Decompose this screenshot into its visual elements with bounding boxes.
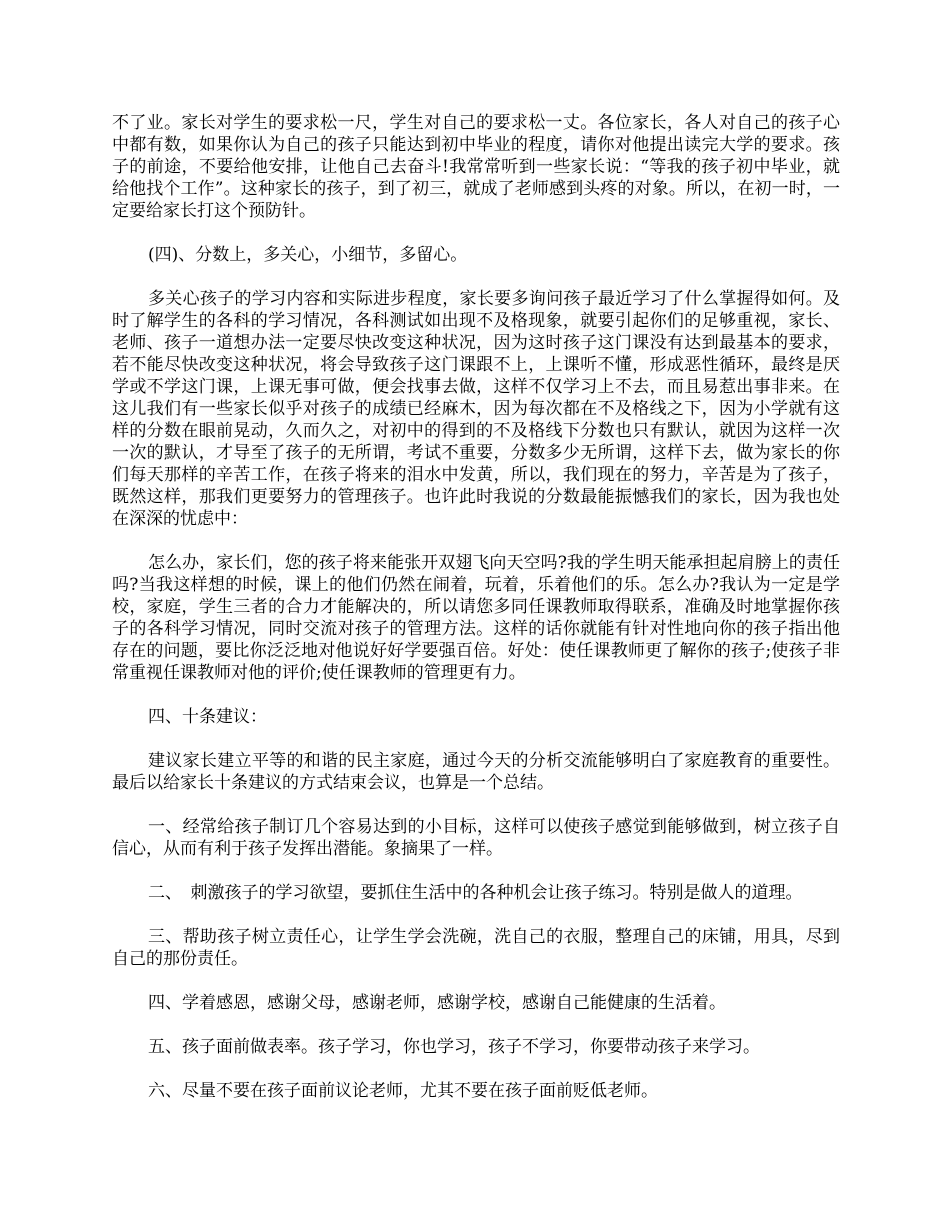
section-heading-scores: (四)、分数上，多关心，小细节，多留心。: [148, 245, 468, 265]
suggestion-item-5: 五、孩子面前做表率。孩子学习，你也学习，孩子不学习，你要带动孩子来学习。: [148, 1037, 760, 1057]
suggestion-item-3: 三、帮助孩子树立责任心，让学生学会洗碗，洗自己的衣服，整理自己的床铺，用具，尽到自己的那份责任。: [112, 927, 840, 969]
section-heading-ten-suggestions: 四、十条建议：: [148, 707, 267, 727]
document-page: [112, 112, 840, 1124]
suggestion-item-6: 六、尽量不要在孩子面前议论老师，尤其不要在孩子面前贬低老师。: [148, 1081, 658, 1101]
suggestion-item-4: 四、学着感恩，感谢父母，感谢老师，感谢学校，感谢自己能健康的生活着。: [148, 993, 726, 1013]
paragraph-suggestions-intro: 建议家长建立平等的和谐的民主家庭，通过今天的分析交流能够明白了家庭教育的重要性。最后以给家长十条建议的方式结束会议，也算是一个总结。: [112, 751, 840, 793]
paragraph-what-to-do: 怎么办，家长们，您的孩子将来能张开双翅飞向天空吗?我的学生明天能承担起肩膀上的责任吗?当我这样想的时候，课上的他们仍然在闹着，玩着，乐着他们的乐。怎么办?我认为一定是学校，家庭，学生三者的合力才能解决的，所以请您多同任课教师取得联系，准确及时地掌握你孩子的各科学习情况，同时交流对孩子的管理方法。这样的话你就能有针对性地向你的孩子指出他存在的问题，要比你泛泛地对他说好好学要强百倍。好处：使任课教师更了解你的孩子;使孩子非常重视任课教师对他的评价;使任课教师的管理更有力。: [112, 553, 840, 683]
suggestion-item-2: 二、 刺激孩子的学习欲望，要抓住生活中的各种机会让孩子练习。特别是做人的道理。: [148, 883, 803, 903]
paragraph-continuation: 不了业。家长对学生的要求松一尺，学生对自己的要求松一丈。各位家长，各人对自己的孩子心中都有数，如果你认为自己的孩子只能达到初中毕业的程度，请你对他提出读完大学的要求。孩子的前途，不要给他安排，让他自己去奋斗!我常常听到一些家长说：“等我的孩子初中毕业，就给他找个工作”。这种家长的孩子，到了初三，就成了老师感到头疼的对象。所以，在初一时，一定要给家长打这个预防针。: [112, 113, 840, 221]
suggestion-item-1: 一、经常给孩子制订几个容易达到的小目标，这样可以使孩子感觉到能够做到，树立孩子自信心，从而有利于孩子发挥出潜能。象摘果了一样。: [112, 817, 840, 859]
paragraph-scores-care: 多关心孩子的学习内容和实际进步程度，家长要多询问孩子最近学习了什么掌握得如何。及时了解学生的各科的学习情况，各科测试如出现不及格现象，就要引起你们的足够重视，家长、老师、孩子一道想办法一定要尽快改变这种状况，因为这时孩子这门课没有达到最基本的要求，若不能尽快改变这种状况，将会导致孩子这门课跟不上，上课听不懂，形成恶性循环，最终是厌学或不学这门课，上课无事可做，便会找事去做，这样不仅学习上不去，而且易惹出事非来。在这儿我们有一些家长似乎对孩子的成绩已经麻木，因为每次都在不及格线之下，因为小学就有这样的分数在眼前晃动，久而久之，对初中的得到的不及格线下分数也只有默认，就因为这样一次一次的默认，才导至了孩子的无所谓，考试不重要，分数多少无所谓，这样下去，做为家长的你们每天那样的辛苦工作，在孩子将来的泪水中发黄，所以，我们现在的努力，辛苦是为了孩子，既然这样，那我们更要努力的管理孩子。也许此时我说的分数最能振憾我们的家长，因为我也处在深深的忧虑中：: [112, 289, 840, 529]
